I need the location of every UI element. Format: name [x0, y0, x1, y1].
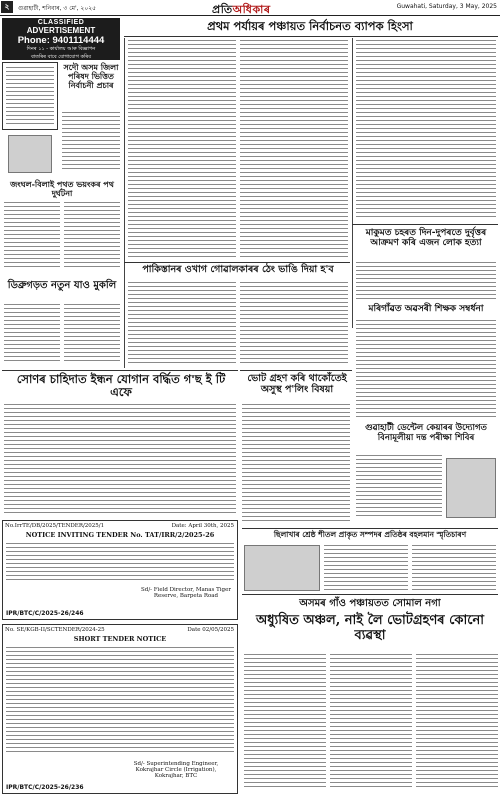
center-lower-headline: ভোট গ্ৰহণ কৰি থাকোঁতেই অসুস্থ প'লিং বিষয়া: [247, 373, 347, 395]
newspaper-logo: [212, 1, 271, 20]
right-mid2-body: [356, 320, 496, 420]
divider: [240, 370, 352, 371]
left-lower-body-b: [64, 304, 120, 364]
right-top-body: [356, 40, 496, 220]
page-header: [0, 0, 500, 16]
dental-camp-photo: [446, 458, 496, 518]
center-banner-headline: ছিলাখাৰ শ্ৰেষ্ঠ শীতল প্ৰাকৃত সম্পদৰ প্ৰতিষ্ঠৰ বহলমান স্মৃতিচাৰণ: [273, 530, 467, 539]
divider: [352, 224, 498, 225]
divider: [124, 36, 498, 37]
left-mid-body-b: [64, 202, 120, 272]
divider: [124, 262, 350, 263]
tender1-title: NOTICE INVITING TENDER No. TAT/IRR/2/2025-26: [25, 531, 215, 539]
left-top-body: [62, 112, 120, 174]
tender1-number: No.IrrTE/DB/2025/TENDER/2025/1: [5, 523, 105, 529]
tender2-date: Date 02/05/2025: [187, 627, 234, 633]
divider: [242, 594, 498, 595]
person-photo: [8, 135, 52, 173]
classified-note1: দিনৰ ১১ - কাৰ্যালয় আৰু বিজ্ঞাপন: [26, 46, 96, 52]
logo-part2: অধিকাৰ: [232, 3, 271, 16]
classified-advertisement: ADVERTISEMENT: [26, 26, 96, 35]
divider: [2, 370, 238, 371]
left-bottom-headline: সোণৰ চাহিদাত ইন্ধন যোগান বৰ্দ্ধিত গ'ছ ই টি এফে: [16, 372, 226, 400]
bottom-body-a: [244, 654, 326, 792]
right-mid-body: [356, 262, 496, 302]
small-ad-box: [2, 62, 58, 130]
page-number: ২: [1, 1, 13, 13]
tender1-signature: Sd/- Field Director, Manas Tiger Reserve, Barpeta Road: [141, 587, 231, 599]
bottom-big-headline: অধ্যুষিত অঞ্চল, নাই লৈ ভোটগ্ৰহণৰ কোনো ব্যৱস্থা: [255, 613, 485, 643]
right-mid-headline: মাকুমত চহৰত দিন-দুপৰতে দুৰ্বৃত্তৰ আক্ৰমণ কৰি এজন লোক হত্যা: [365, 228, 487, 249]
classified-label: CLASSIFIED: [37, 19, 85, 26]
tender1-ipr: IPR/BTC/C/2025-26/246: [6, 610, 84, 617]
bottom-small-headline: অসমৰ গাঁও পঞ্চায়তত সোমাল নগা: [299, 598, 441, 609]
center-mid-headline: পাকিস্তানৰ ওখাগ গোৱালকাৰৰ ঠেং ভাঙি দিয়া হ'ব: [142, 264, 334, 275]
classified-note2: বাতৰিৰ বাবে যোগাযোগ কৰিব: [30, 54, 92, 60]
column-rule: [352, 38, 353, 328]
banner-body-b: [412, 545, 496, 591]
top-main-headline: প্ৰথম পৰ্যায়ৰ পঞ্চায়ত নিৰ্বাচনত ব্যাপক হিংসা: [207, 19, 413, 33]
main-story-col1: [128, 40, 236, 260]
tender1-date: Date: April 30th, 2025: [171, 523, 234, 529]
tender2-signature: Sd/- Superintending Engineer, Kokrajhar Circle (Irrigation), Kokrajhar, BTC: [133, 761, 219, 779]
left-mid-body-a: [4, 202, 60, 272]
tender2-title: SHORT TENDER NOTICE: [73, 635, 167, 643]
bottom-body-c: [416, 654, 498, 792]
banner-photo: [244, 545, 320, 591]
left-lower-headline: ডিব্ৰুগড়ত নতুন যাও মুকলি: [7, 280, 117, 291]
tender2-ipr: IPR/BTC/C/2025-26/236: [6, 784, 84, 791]
right-mid2-headline: মৰিগাঁৱত অৱসৰী শিক্ষক সম্বৰ্ধনা: [368, 304, 484, 314]
right-lower-body: [356, 455, 442, 520]
center-mid-body-b: [240, 282, 348, 366]
classified-phone: Phone: 9401114444: [17, 35, 105, 46]
right-lower-headline: গুৱাহাটী ডেন্টেল কেয়াৰৰ উদ্যোগত বিনামূলীয়া দন্ত পৰীক্ষা শিবিৰ: [365, 423, 487, 443]
date-right: Guwahati, Saturday, 3 May, 2025: [396, 3, 497, 10]
divider: [242, 528, 498, 529]
center-mid-body-a: [128, 282, 236, 366]
classified-box: [2, 18, 120, 60]
left-mid-headline: জংঘল-বিলাই পথত ভয়ংকৰ পথ দুৰ্ঘটনা: [10, 179, 114, 199]
main-story-col2: [240, 40, 348, 260]
center-lower-body: [242, 404, 350, 524]
left-top-headline: সদৌ অসম জিলা পৰিষদ ভিত্তিত নিৰ্বাচনী প্ৰচাৰ: [63, 62, 119, 91]
tender-notice-1: [2, 520, 238, 620]
tender-notice-2: [2, 624, 238, 794]
tender2-number: No. SE/KGB-II/SCTENDER/2024-25: [5, 627, 105, 633]
left-lower-body-a: [4, 304, 60, 364]
column-rule: [124, 38, 125, 368]
left-bottom-body: [4, 404, 236, 516]
date-left: গুৱাহাটী, শনিবাৰ, ৩ মে', ২০২৫: [18, 5, 97, 12]
banner-body-a: [324, 545, 408, 591]
logo-part1: প্ৰতি: [212, 3, 233, 16]
bottom-body-b: [330, 654, 412, 792]
